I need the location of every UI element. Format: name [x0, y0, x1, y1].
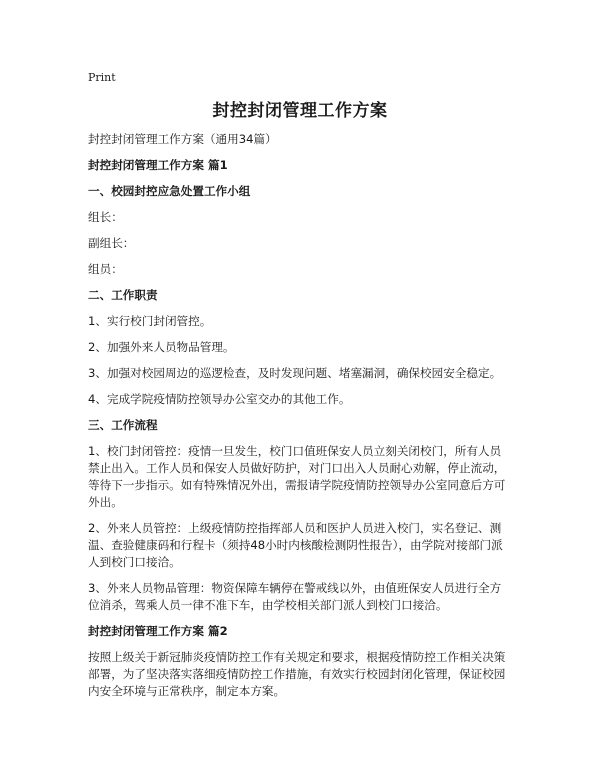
section-heading: 一、校园封控应急处置工作小组 [88, 184, 251, 198]
paragraph: 1、校门封闭管控：疫情一旦发生，校门口值班保安人员立刻关闭校门，所有人员禁止出入。工作人员和保安人员做好防护，对门口出入人员耐心劝解，停止流动，等待下一步指示。如有特殊情况外出，需报请学院疫情防控领导办公室同意后方可外出。 [88, 444, 506, 509]
paragraph: 组长： [88, 210, 123, 224]
section-heading: 二、工作职责 [88, 288, 158, 302]
paragraph: 副组长： [88, 236, 135, 250]
section-heading: 封控封闭管理工作方案 篇1 [88, 158, 228, 172]
document-title: 封控封闭管理工作方案 [212, 101, 388, 121]
paragraph: 2、外来人员管控：上级疫情防控指挥部人员和医护人员进入校门，实名登记、测温、查验健康码和行程卡（须持48小时内核酸检测阴性报告），由学院对接部门派人到校门口接洽。 [88, 521, 503, 569]
paragraph: 4、完成学院疫情防控领导办公室交办的其他工作。 [88, 392, 351, 406]
section-heading: 三、工作流程 [88, 418, 158, 432]
paragraph: 3、加强对校园周边的巡逻检查，及时发现问题、堵塞漏洞，确保校园安全稳定。 [88, 366, 502, 380]
paragraph: 2、加强外来人员物品管理。 [88, 340, 235, 354]
subtitle-paragraph: 封控封闭管理工作方案（通用34篇） [88, 132, 277, 146]
paragraph: 1、实行校门封闭管控。 [88, 314, 212, 328]
paragraph: 按照上级关于新冠肺炎疫情防控工作有关规定和要求，根据疫情防控工作相关决策部署，为了坚决落实落细疫情防控工作措施，有效实行校园封闭化管理，保证校园内安全环境与正常秩序，制定本方案。 [88, 650, 506, 698]
document-body [88, 131, 512, 709]
print-label[interactable]: Print [88, 71, 116, 84]
paragraph: 组员： [88, 262, 123, 276]
paragraph: 3、外来人员物品管理：物资保障车辆停在警戒线以外，由值班保安人员进行全方位消杀，驾乘人员一律不准下车，由学校相关部门派人到校门口接洽。 [88, 581, 502, 612]
section-heading: 封控封闭管理工作方案 篇2 [88, 624, 228, 638]
